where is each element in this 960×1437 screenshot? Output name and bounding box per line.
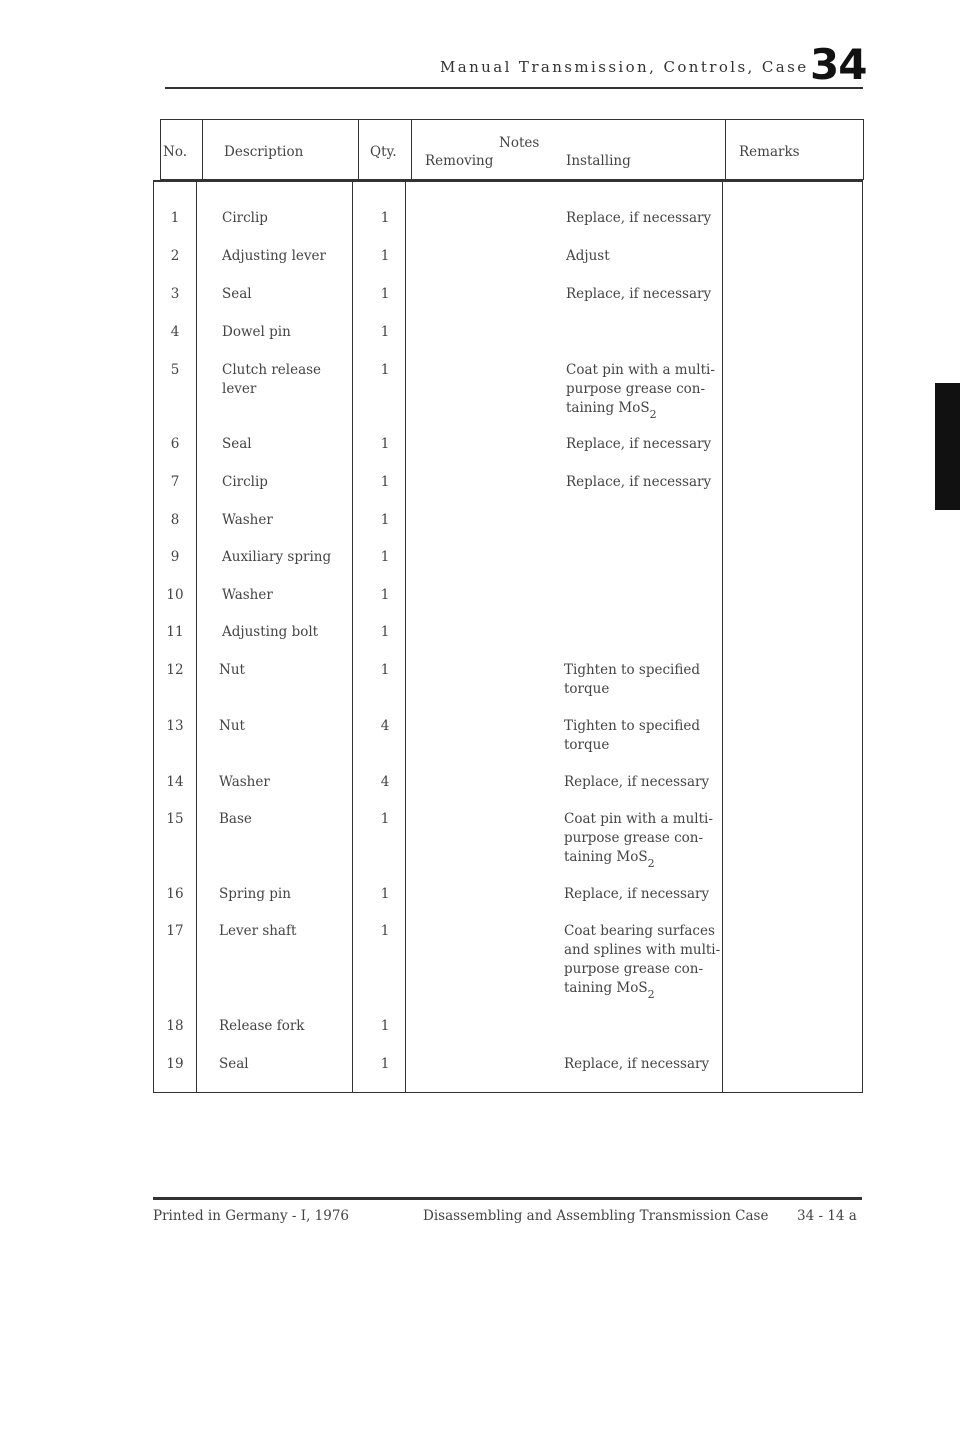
row-7-qty: 1 (380, 474, 390, 490)
description-line: Washer (222, 512, 273, 528)
installing-line: Coat pin with a multi- (564, 811, 713, 827)
description-line: Circlip (222, 474, 268, 490)
row-14-description (219, 773, 270, 792)
description-line: Circlip (222, 210, 268, 226)
installing-line: Replace, if necessary (564, 774, 710, 790)
header-removing: Removing (425, 153, 494, 169)
installing-line: Replace, if necessary (566, 474, 712, 490)
row-3-qty: 1 (380, 286, 390, 302)
row-15-description (219, 810, 252, 829)
subscript: 2 (647, 988, 655, 1001)
row-5-no: 5 (170, 362, 180, 378)
row-12-installing (564, 661, 700, 699)
header-rule (165, 87, 863, 89)
description-line: Adjusting lever (222, 248, 326, 264)
row-3-no: 3 (170, 286, 180, 302)
row-18-description (219, 1017, 304, 1036)
subscript: 2 (649, 408, 657, 421)
row-3-description (222, 285, 252, 304)
description-line: Nut (219, 662, 245, 678)
description-line: Clutch release (222, 362, 322, 378)
installing-line: taining MoS$_2$ (564, 849, 655, 870)
installing-line: purpose grease con- (564, 830, 704, 846)
installing-line: Coat bearing surfaces (564, 923, 715, 939)
row-16-qty: 1 (380, 886, 390, 902)
divider-header-1 (202, 119, 203, 180)
row-1-qty: 1 (380, 210, 390, 226)
divider-header-3 (411, 119, 412, 180)
row-18-no: 18 (166, 1018, 184, 1034)
installing-line: Replace, if necessary (566, 210, 712, 226)
row-13-installing (564, 717, 700, 755)
row-17-description (219, 922, 296, 941)
row-9-description (222, 548, 331, 567)
row-19-description (219, 1055, 249, 1074)
divider-body-2 (352, 180, 353, 1093)
row-7-installing (566, 473, 711, 492)
row-2-qty: 1 (380, 248, 390, 264)
description-line: Base (219, 811, 252, 827)
row-4-no: 4 (170, 324, 180, 340)
section-tab-marker (935, 383, 960, 510)
installing-line: Tighten to specified (564, 718, 700, 734)
row-16-no: 16 (166, 886, 184, 902)
row-6-description (222, 435, 252, 454)
row-8-description (222, 511, 273, 530)
row-5-installing (566, 361, 715, 421)
row-1-installing (566, 209, 711, 228)
header-description: Description (224, 144, 304, 160)
row-17-qty: 1 (380, 923, 390, 939)
row-1-description (222, 209, 268, 228)
installing-line: Tighten to specified (564, 662, 700, 678)
row-10-description (222, 586, 273, 605)
row-4-description (222, 323, 291, 342)
row-2-description (222, 247, 326, 266)
row-14-installing (564, 773, 709, 792)
row-16-description (219, 885, 291, 904)
row-3-installing (566, 285, 711, 304)
row-6-installing (566, 435, 711, 454)
row-15-qty: 1 (380, 811, 390, 827)
divider-body-3 (405, 180, 406, 1093)
row-4-qty: 1 (380, 324, 390, 340)
divider-header-4 (725, 119, 726, 180)
row-16-installing (564, 885, 709, 904)
description-line: Washer (222, 587, 273, 603)
installing-line: Replace, if necessary (564, 886, 710, 902)
installing-line: purpose grease con- (564, 961, 704, 977)
divider-body-4 (722, 180, 723, 1093)
row-5-description (222, 361, 321, 399)
row-6-qty: 1 (380, 436, 390, 452)
description-line: Seal (222, 436, 252, 452)
row-8-qty: 1 (380, 512, 390, 528)
footer-rule (153, 1197, 862, 1200)
row-2-installing (566, 247, 610, 266)
row-14-qty: 4 (380, 774, 390, 790)
footer-printed: Printed in Germany - I, 1976 (153, 1208, 350, 1224)
row-12-description (219, 661, 245, 680)
page-header-title: Manual Transmission, Controls, Case (440, 58, 809, 76)
row-7-no: 7 (170, 474, 180, 490)
row-10-qty: 1 (380, 587, 390, 603)
row-9-qty: 1 (380, 549, 390, 565)
row-18-qty: 1 (380, 1018, 390, 1034)
description-line: Adjusting bolt (222, 624, 319, 640)
row-2-no: 2 (170, 248, 180, 264)
description-line: Washer (219, 774, 270, 790)
description-line: Spring pin (219, 886, 291, 902)
row-17-installing (564, 922, 721, 1001)
description-line: Nut (219, 718, 245, 734)
installing-line: and splines with multi- (564, 942, 721, 958)
row-13-qty: 4 (380, 718, 390, 734)
header-qty: Qty. (370, 144, 397, 160)
row-9-no: 9 (170, 549, 180, 565)
installing-line: taining MoS$_2$ (564, 980, 655, 1001)
installing-line: Replace, if necessary (566, 286, 712, 302)
row-19-no: 19 (166, 1056, 184, 1072)
divider-header-2 (358, 119, 359, 180)
description-line: lever (222, 381, 257, 397)
row-13-no: 13 (166, 718, 184, 734)
installing-line: Adjust (566, 248, 610, 264)
installing-line: Replace, if necessary (566, 436, 712, 452)
row-7-description (222, 473, 268, 492)
row-14-no: 14 (166, 774, 184, 790)
row-17-no: 17 (166, 923, 184, 939)
row-1-no: 1 (170, 210, 180, 226)
row-19-qty: 1 (380, 1056, 390, 1072)
row-11-no: 11 (166, 624, 184, 640)
footer-page: 34 - 14 a (797, 1208, 857, 1224)
header-remarks: Remarks (739, 144, 800, 160)
row-13-description (219, 717, 245, 736)
row-6-no: 6 (170, 436, 180, 452)
row-12-qty: 1 (380, 662, 390, 678)
installing-line: Coat pin with a multi- (566, 362, 715, 378)
header-no: No. (163, 144, 187, 160)
footer-title: Disassembling and Assembling Transmission Case (423, 1208, 769, 1224)
row-11-qty: 1 (380, 624, 390, 640)
description-line: Seal (219, 1056, 249, 1072)
description-line: Release fork (219, 1018, 305, 1034)
row-15-installing (564, 810, 713, 870)
installing-line: Replace, if necessary (564, 1056, 710, 1072)
installing-line: torque (564, 681, 610, 697)
row-8-no: 8 (170, 512, 180, 528)
description-line: Dowel pin (222, 324, 291, 340)
subscript: 2 (647, 857, 655, 870)
description-line: Auxiliary spring (222, 549, 332, 565)
row-11-description (222, 623, 318, 642)
row-10-no: 10 (166, 587, 184, 603)
row-5-qty: 1 (380, 362, 390, 378)
description-line: Seal (222, 286, 252, 302)
description-line: Lever shaft (219, 923, 297, 939)
row-19-installing (564, 1055, 709, 1074)
row-15-no: 15 (166, 811, 184, 827)
row-12-no: 12 (166, 662, 184, 678)
installing-line: purpose grease con- (566, 381, 706, 397)
section-number: 34 (810, 40, 867, 89)
header-notes: Notes (499, 135, 540, 151)
header-installing: Installing (566, 153, 631, 169)
installing-line: torque (564, 737, 610, 753)
installing-line: taining MoS$_2$ (566, 400, 657, 421)
